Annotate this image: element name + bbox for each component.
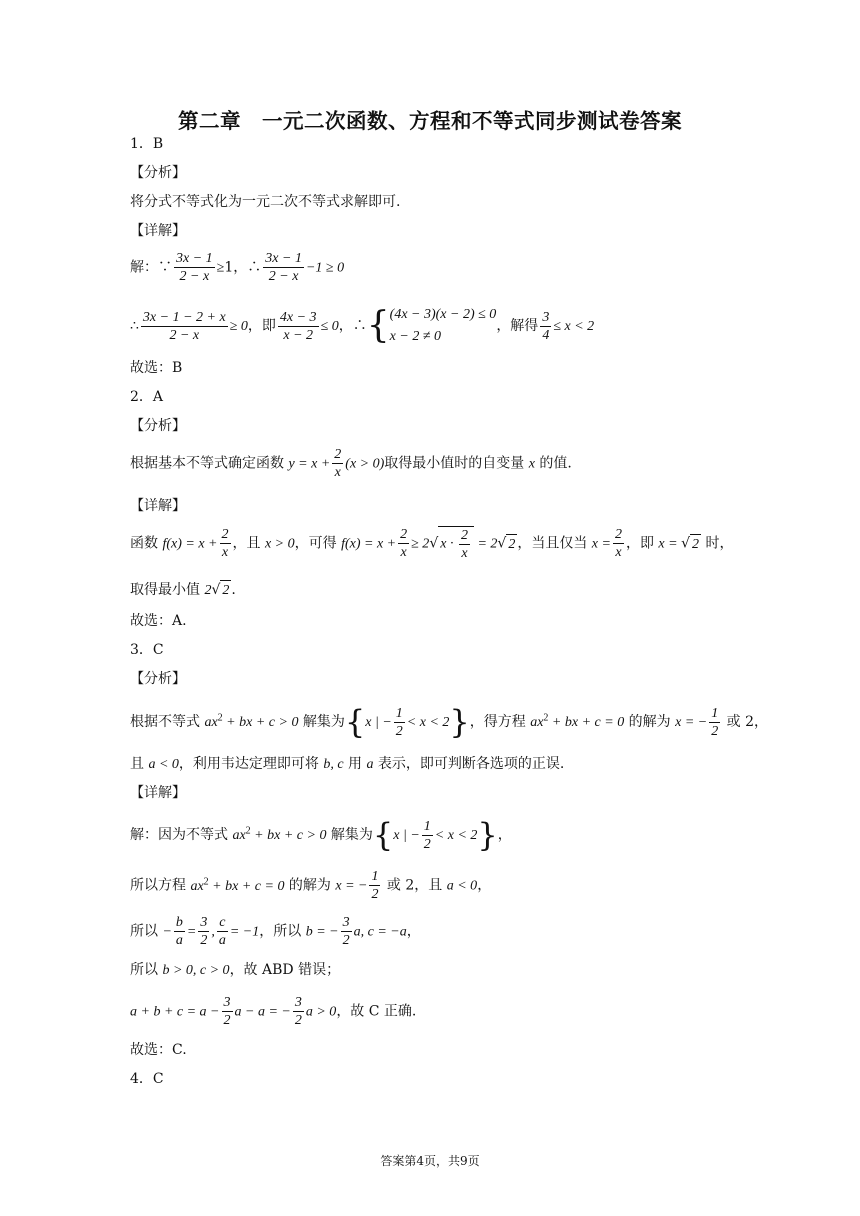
q3-analysis-heading: 【分析】 [130, 671, 186, 687]
q3-analysis-line2: 且 a < 0，利用韦达定理即可将 b, c 用 a 表示，即可判断各选项的正误. [130, 756, 565, 772]
q3-answer: 3．C [130, 642, 164, 658]
q3-choose: 故选：C. [130, 1042, 187, 1058]
q3-detail-heading: 【详解】 [130, 785, 186, 801]
page-footer: 答案第4页，共9页 [380, 1154, 480, 1168]
q2-detail-line2: 取得最小值 2√ 2 . [130, 580, 236, 601]
q3-detail-line3: 所以 − $\frac{b}{a}$ = $\frac{3}{2}$ , $\frac{c}{a}$ = −1，所以 b = − $\frac{3}{2}$ a, c = −a， [130, 915, 421, 948]
q3-analysis-line1: 根据不等式 $ax^2$ + bx + c > 0 解集为{x | − $\frac{1}{2}$ < x < 2}，得方程 $ax^2$ + bx + c = 0 的解为 x = − $\frac{1}{2}$ 或 2， [130, 703, 769, 741]
q4-answer: 4．C [130, 1071, 164, 1087]
q2-detail-line1: 函数 f(x) = x + $\frac{2}{x}$ ，且 x > 0，可得 f(x) = x + $\frac{2}{x}$ ≥ 2√ x · $\frac{2}{x}$ = 2√ 2 ，当且仅当 x = $\frac{2}{x}$ ，即 x = √ 2 时， [130, 527, 734, 561]
q2-analysis-heading: 【分析】 [130, 418, 186, 434]
page-title: 第二章 一元二次函数、方程和不等式同步测试卷答案 [178, 109, 682, 133]
q1-choose: 故选：B [130, 360, 183, 376]
q2-detail-heading: 【详解】 [130, 498, 186, 514]
q2-analysis-text: 根据基本不等式确定函数 y = x + $\frac{2}{x}$ (x > 0)取得最小值时的自变量 x 的值. [130, 447, 572, 480]
q2-choose: 故选：A. [130, 613, 187, 629]
q1-analysis-heading: 【分析】 [130, 165, 186, 181]
q1-analysis-text: 将分式不等式化为一元二次不等式求解即可. [130, 194, 401, 210]
q1-detail-heading: 【详解】 [130, 223, 186, 239]
q1-detail-line2: ∴ $\frac{3x - 1 - 2 + x}{2 - x}$ ≥ 0，即 $\frac{4x - 3}{x - 2}$ ≤ 0，∴{ (4x − 3)(x − 2) ≤ 0 x − 2 ≠ 0 ，解得 $\frac{3}{4}$ ≤ x < 2 [130, 305, 595, 346]
q2-answer: 2．A [130, 389, 164, 405]
q3-detail-line4: 所以 b > 0, c > 0，故 ABD 错误； [130, 962, 341, 978]
q3-detail-line2: 所以方程 $ax^2$ + bx + c = 0 的解为 x = − $\frac{1}{2}$ 或 2，且 a < 0， [130, 869, 492, 902]
q3-detail-line5: a + b + c = a − $\frac{3}{2}$ a − a = − $\frac{3}{2}$ a > 0，故 C 正确. [130, 995, 417, 1028]
q1-detail-line1: 解：∵ $\frac{3x - 1}{2 - x}$ ≥1，∴ $\frac{3x - 1}{2 - x}$ −1 ≥ 0 [130, 251, 345, 284]
q3-detail-line1: 解：因为不等式 $ax^2$ + bx + c > 0 解集为{x | − $\frac{1}{2}$ < x < 2}， [130, 816, 512, 854]
q1-answer: 1．B [130, 136, 164, 152]
